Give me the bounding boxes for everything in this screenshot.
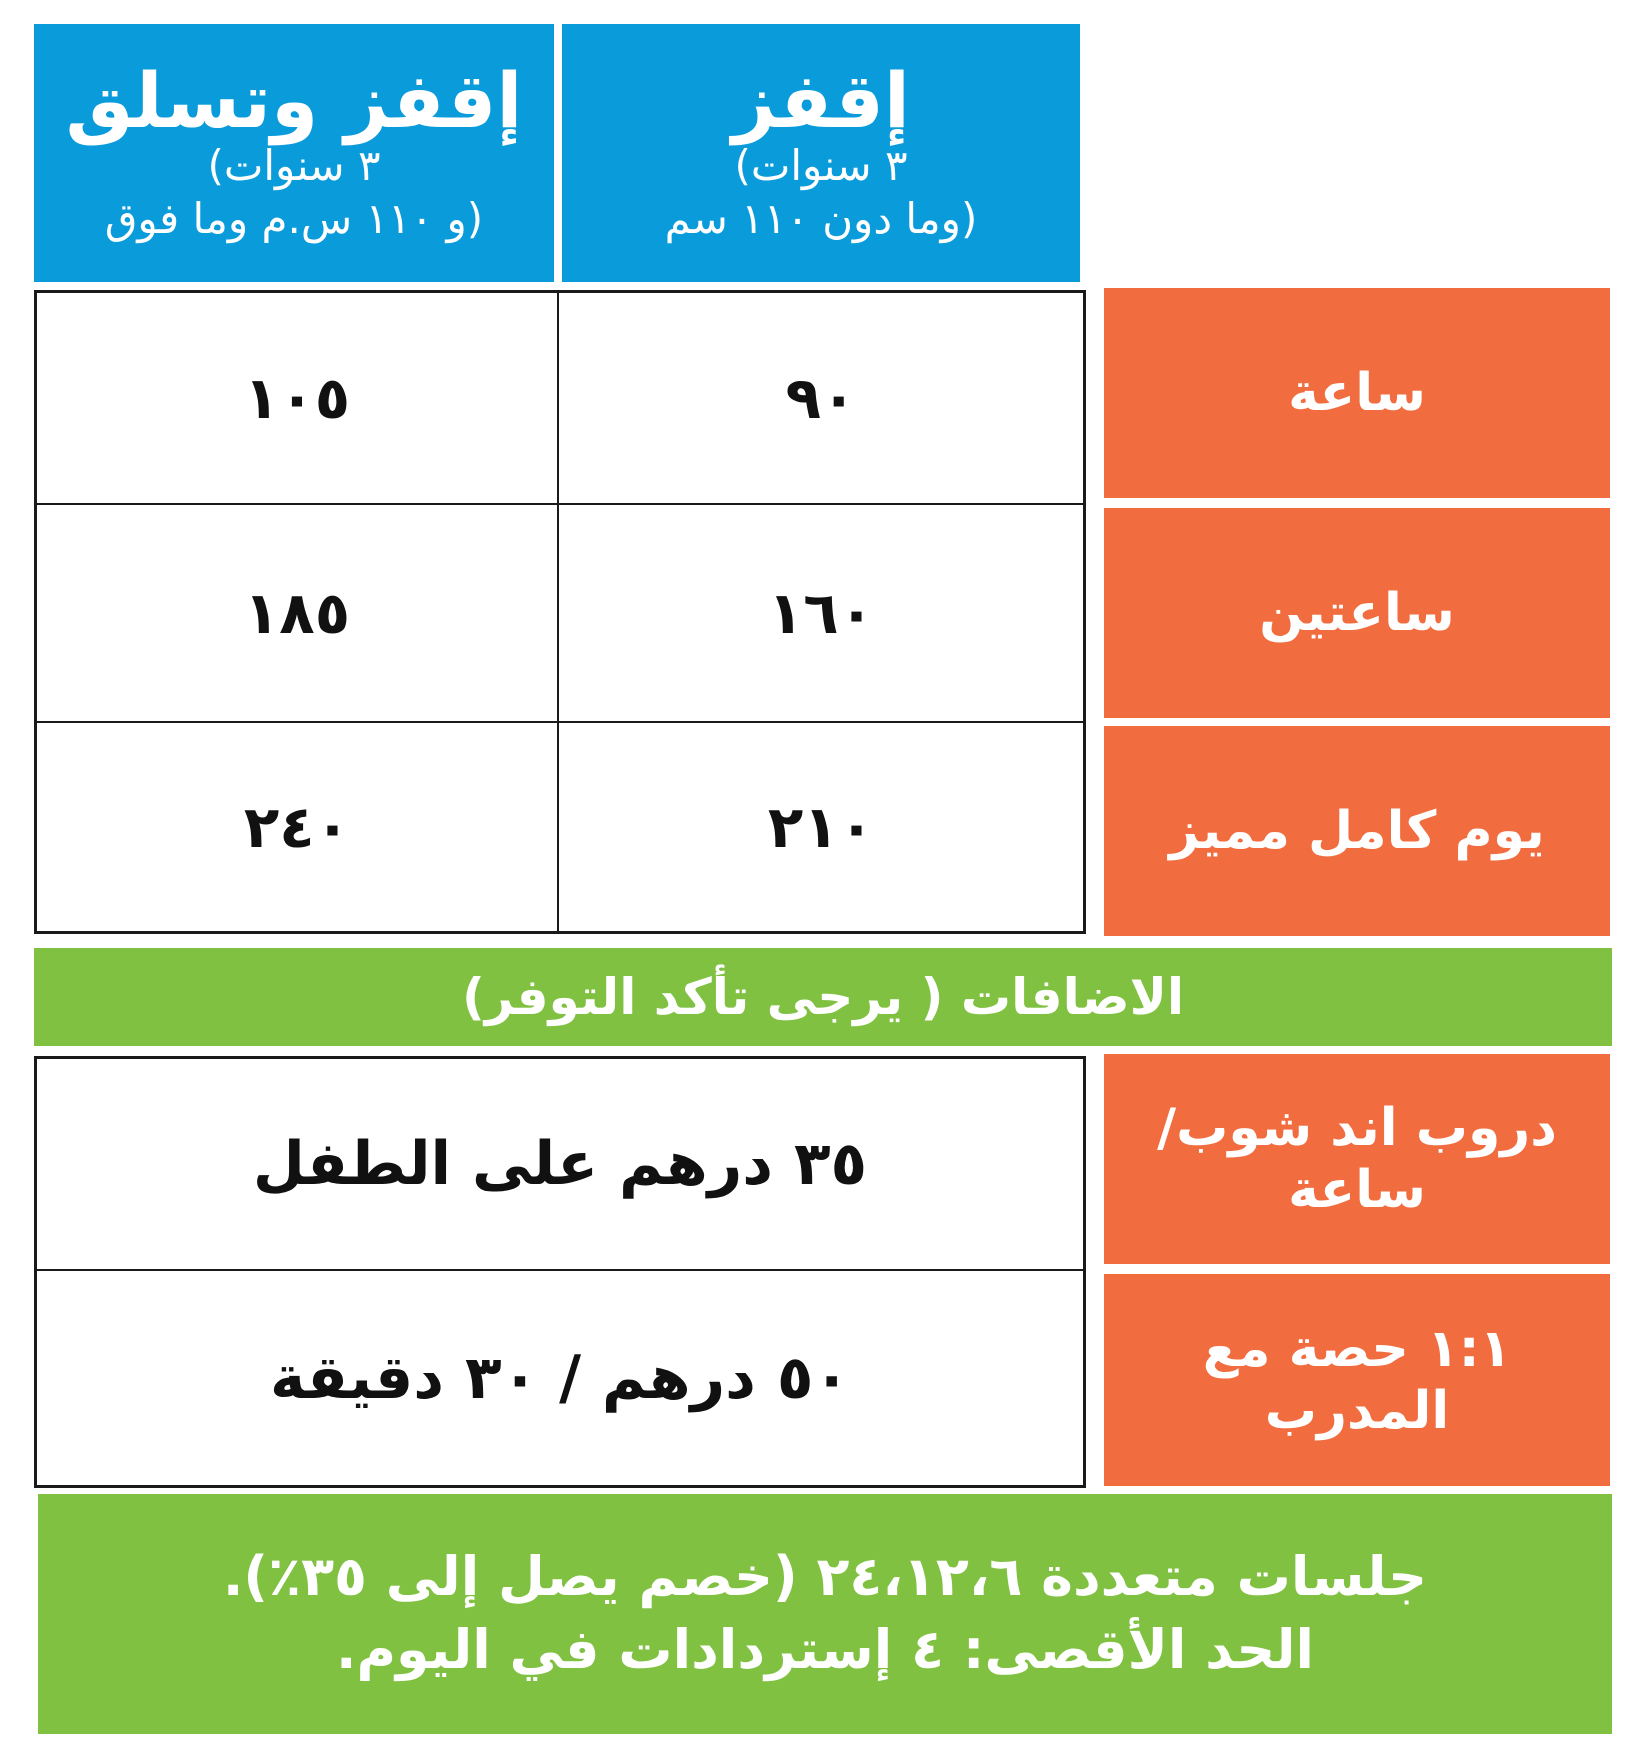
price-jump-hour: ٩٠	[559, 293, 1083, 505]
header-jump-climb-title: إقفز وتسلق	[65, 55, 523, 145]
duration-two-hours-label: ساعتين	[1104, 508, 1610, 718]
header-jump-title: إقفز	[732, 55, 910, 145]
duration-full-day-label: يوم كامل مميز	[1104, 726, 1610, 936]
addons-banner-text: الاضافات ( يرجى تأكد التوفر)	[461, 968, 1185, 1026]
price-table	[34, 290, 1086, 934]
addon-coach-session-price: ٥٠ درهم / ٣٠ دقيقة	[269, 1343, 851, 1413]
price-jump-full-day: ٢١٠	[767, 793, 875, 861]
addon-drop-shop-label: دروب اند شوب/ ساعة	[1104, 1054, 1610, 1264]
header-jump-climb-line1: (٣ سنوات	[207, 141, 381, 191]
footer-line-2: الحد الأقصى: ٤ إستردادات في اليوم.	[335, 1618, 1315, 1681]
addons-banner	[34, 948, 1612, 1046]
header-jump-climb	[34, 24, 554, 282]
header-jump-line2: وما دون ١١٠ سم)	[664, 193, 978, 243]
footer-line-1: جلسات متعددة ٢٤،١٢،٦ (خصم يصل إلى ٣٥٪).	[222, 1545, 1428, 1609]
price-jump-climb-full-day: ٢٤٠	[37, 723, 559, 931]
header-jump-climb-line2: و ١١٠ س.م وما فوق)	[104, 193, 484, 243]
addon-drop-shop-price: ٣٥ درهم على الطفل	[37, 1059, 1083, 1271]
duration-hour-label: ساعة	[1104, 288, 1610, 498]
price-jump-climb-two-hours: ١٨٥	[37, 505, 559, 723]
addons-table	[34, 1056, 1086, 1488]
addon-coach-session-label: ١:١ حصة مع المدرب	[1104, 1274, 1610, 1486]
price-jump-two-hours: ١٦٠	[559, 505, 1083, 723]
footer-note	[38, 1494, 1612, 1734]
header-jump-line1: (٣ سنوات	[734, 141, 908, 191]
header-jump	[562, 24, 1080, 282]
price-jump-climb-hour: ١٠٥	[37, 293, 559, 505]
